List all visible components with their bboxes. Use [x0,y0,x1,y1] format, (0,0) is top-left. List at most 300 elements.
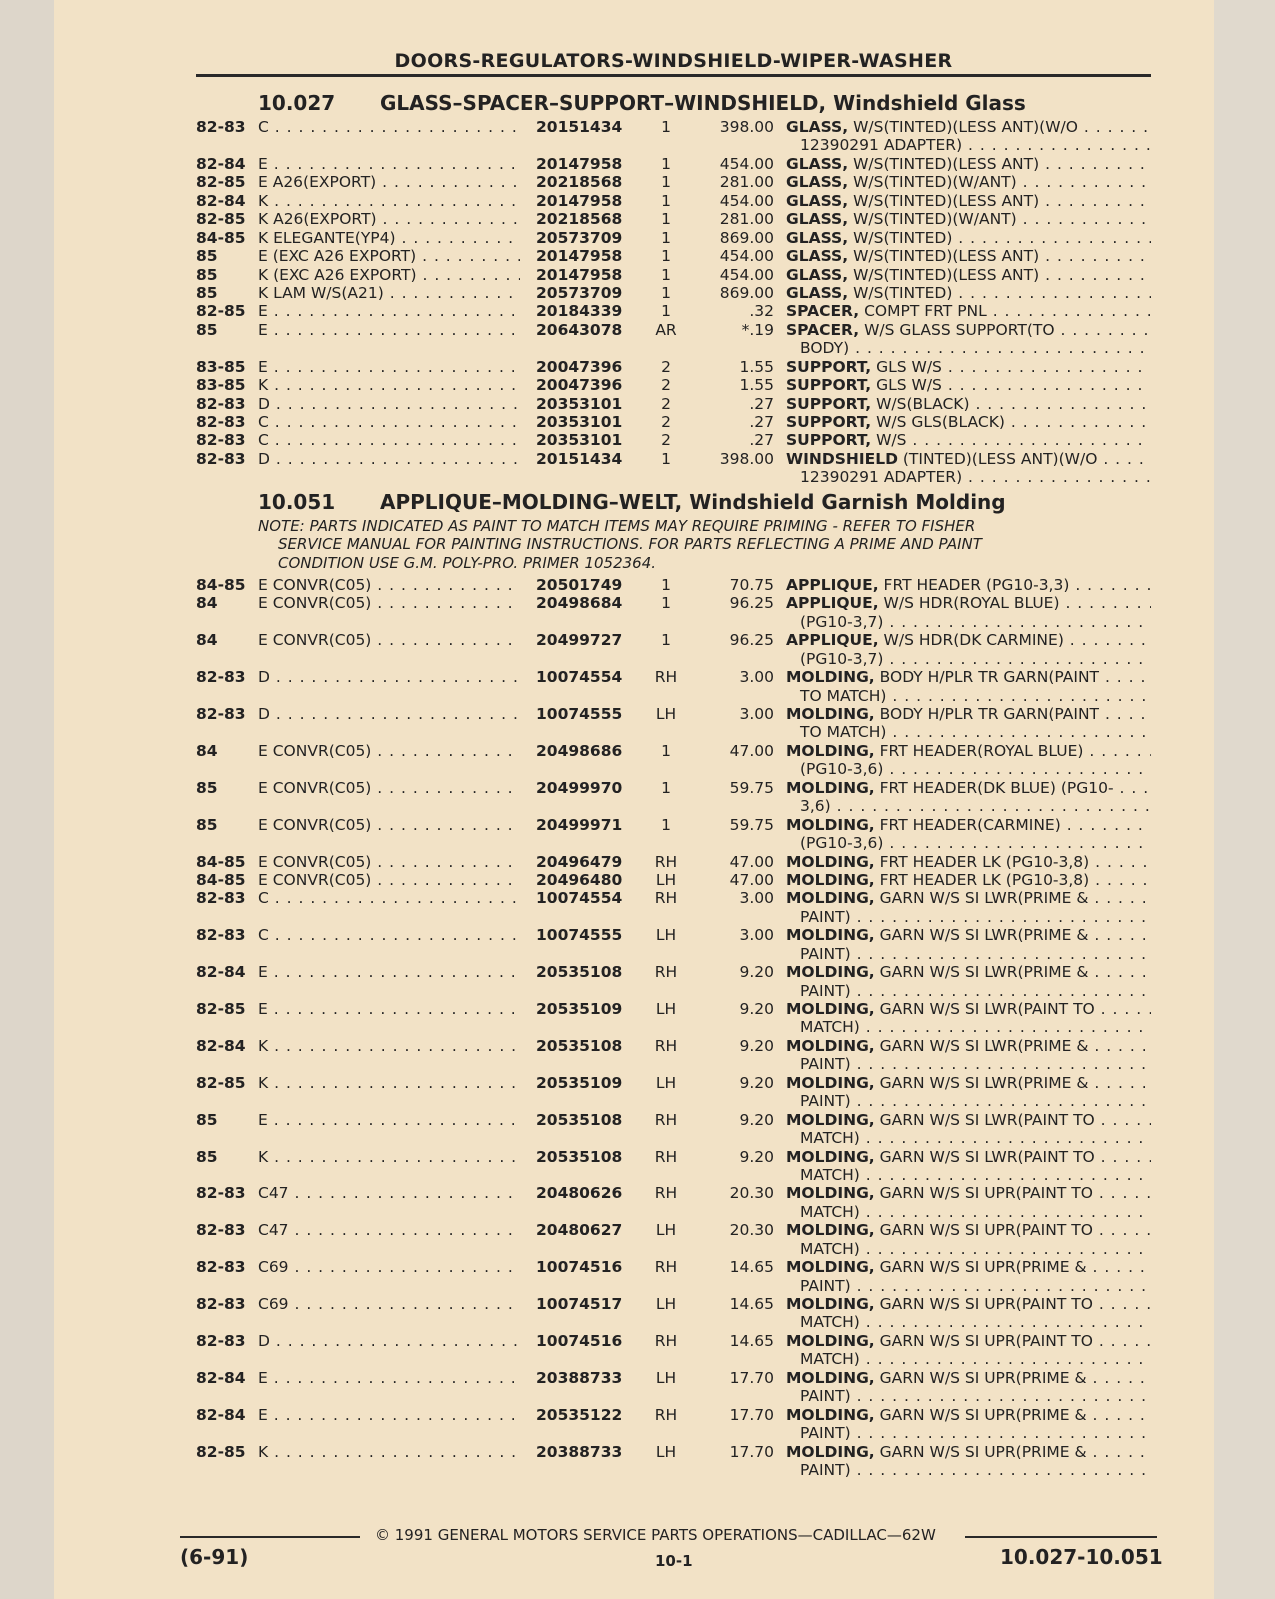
description [786,229,1151,247]
parts-row [196,247,1151,265]
parts-row-continuation [196,650,1151,668]
quantity: 1 [661,228,671,247]
model-code: C47 . . . [258,1184,520,1202]
price: 17.70 [729,1368,774,1387]
part-number: 20496479 [536,852,623,871]
model-years: 85 [196,265,218,284]
model-code: K . . . [258,192,520,210]
parts-row [196,1148,1151,1166]
quantity: 1 [661,191,671,210]
description-continuation: (PG10-3,7) . . . [786,613,1151,631]
description-keyword: WINDSHIELD [786,449,898,468]
model-years: 82-84 [196,191,246,210]
description [786,358,1151,376]
description-detail: W/S(BLACK) [876,394,970,413]
model-years: 82-85 [196,1442,246,1461]
part-number: 20047396 [536,357,623,376]
description [786,576,1151,594]
part-number: 20480626 [536,1184,623,1203]
model-years: 82-84 [196,154,246,173]
price: 17.70 [729,1405,774,1424]
parts-row [196,413,1151,431]
section-range: 10.027-10.051 [1000,1545,1163,1569]
part-number: 10074516 [536,1258,623,1277]
description-detail: W/S GLASS SUPPORT(TO [864,320,1055,339]
description-keyword: SUPPORT, [786,431,872,450]
model-code: E CONVR(C05) . . . [258,742,520,760]
description-keyword: SUPPORT, [786,394,872,413]
part-number: 20147958 [536,265,623,284]
description-continuation: PAINT) . . . [786,1387,1151,1405]
part-number: 20353101 [536,413,623,431]
price: 398.00 [719,118,774,136]
price: 454.00 [719,265,774,284]
model-code: C . . . [258,118,520,136]
parts-row [196,779,1151,797]
description-detail: W/S(TINTED)(LESS ANT)(W/O [853,118,1078,136]
model-code: C47 . . . [258,1221,520,1239]
description-continuation: MATCH) . . . [786,1313,1151,1331]
description-continuation: MATCH) . . . [786,1018,1151,1036]
model-years: 82-83 [196,1258,246,1277]
model-code: E . . . [258,321,520,339]
description-keyword: MOLDING, [786,1184,875,1203]
parts-row [196,229,1151,247]
part-number: 20184339 [536,302,623,321]
parts-row [196,210,1151,228]
description-detail: GARN W/S SI LWR(PRIME & [879,926,1089,945]
part-number: 20498686 [536,741,623,760]
description [786,1037,1151,1055]
description-continuation: PAINT) . . . [786,1461,1151,1479]
description [786,631,1151,649]
part-number: 20353101 [536,394,623,413]
quantity: 2 [661,394,671,413]
description-detail: W/S(TINTED)(LESS ANT) [853,247,1040,266]
part-number: 20535108 [536,1036,623,1055]
parts-row-continuation [196,945,1151,963]
model-code: K LAM W/S(A21) . . . [258,284,520,302]
model-code: K A26(EXPORT) . . . [258,210,520,228]
description-keyword: MOLDING, [786,1442,875,1461]
description [786,1295,1151,1313]
description-continuation: PAINT) . . . [786,908,1151,926]
page-header: DOORS-REGULATORS-WINDSHIELD-WIPER-WASHER [394,50,953,72]
model-years: 85 [196,1110,218,1129]
description [786,1332,1151,1350]
part-number: 10074555 [536,705,623,724]
description-keyword: GLASS, [786,210,849,229]
parts-row-continuation [196,982,1151,1000]
description-continuation: (PG10-3,6) . . . [786,834,1151,852]
part-number: 20643078 [536,320,623,339]
description [786,871,1151,889]
model-code: E . . . [258,1000,520,1018]
model-years: 85 [196,778,218,797]
parts-row-continuation [196,834,1151,852]
model-code: E CONVR(C05) . . . [258,779,520,797]
price: 281.00 [719,173,774,192]
price: 454.00 [719,247,774,266]
model-code: E . . . [258,1369,520,1387]
quantity: 2 [661,357,671,376]
model-code: C . . . [258,889,520,907]
parts-row-continuation [196,760,1151,778]
price: 17.70 [729,1442,774,1461]
quantity: RH [654,1331,678,1350]
quantity: RH [654,1405,678,1424]
description-detail: GARN W/S SI UPR(PAINT TO [879,1295,1093,1314]
description-keyword: SUPPORT, [786,376,872,395]
description-continuation: 3,6) . . . [786,797,1151,815]
price: 869.00 [719,283,774,302]
quantity: RH [654,1110,678,1129]
description-detail: GARN W/S SI UPR(PAINT TO [879,1331,1093,1350]
quantity: RH [654,852,678,871]
description-detail: FRT HEADER(DK BLUE) (PG10- [879,778,1114,797]
parts-row [196,853,1151,871]
description-keyword: MOLDING, [786,1036,875,1055]
part-number: 20480627 [536,1221,623,1240]
model-years: 82-83 [196,413,246,431]
price: .32 [749,302,774,321]
description [786,1111,1151,1129]
quantity: AR [655,320,677,339]
model-code: D . . . [258,1332,520,1350]
copyright-line: © 1991 GENERAL MOTORS SERVICE PARTS OPERATIONS—CADILLAC—62W [375,1526,936,1544]
description-continuation: 12390291 ADAPTER) . . . [786,136,1151,154]
model-years: 83-85 [196,376,246,395]
price: .27 [749,431,774,450]
part-number: 10074555 [536,926,623,945]
description [786,302,1151,320]
parts-row [196,1221,1151,1239]
section-note [196,517,1151,572]
description-keyword: MOLDING, [786,741,875,760]
parts-row [196,1184,1151,1202]
model-years: 82-83 [196,668,246,687]
description-continuation: MATCH) . . . [786,1166,1151,1184]
note-line: CONDITION USE G.M. POLY-PRO. PRIMER 1052364. [278,553,657,572]
parts-row-continuation [196,1129,1151,1147]
quantity: RH [654,1258,678,1277]
price: 96.25 [729,631,774,650]
description-detail: W/S(TINTED) [853,228,953,247]
model-code: K ELEGANTE(YP4) . . . [258,229,520,247]
description [786,376,1151,394]
model-code: C . . . [258,413,520,431]
description [786,210,1151,228]
description [786,395,1151,413]
part-number: 20535109 [536,1000,623,1019]
model-code: E . . . [258,963,520,981]
description-continuation: TO MATCH) . . . [786,723,1151,741]
quantity: 1 [661,302,671,321]
description [786,1221,1151,1239]
price: 454.00 [719,154,774,173]
description-keyword: MOLDING, [786,1110,875,1129]
description-detail: GARN W/S SI UPR(PAINT TO [879,1221,1093,1240]
description-continuation: MATCH) . . . [786,1350,1151,1368]
model-years: 84-85 [196,228,246,247]
description-keyword: GLASS, [786,265,849,284]
model-years: 82-83 [196,431,246,450]
description-keyword: GLASS, [786,191,849,210]
part-number: 10074517 [536,1295,623,1314]
description-detail: W/S HDR(DK CARMINE) [883,631,1064,650]
parts-row [196,155,1151,173]
description-detail: FRT HEADER(ROYAL BLUE) [879,741,1084,760]
price: 20.30 [729,1221,774,1240]
quantity: RH [654,963,678,982]
model-code: E CONVR(C05) . . . [258,853,520,871]
parts-row-continuation [196,1313,1151,1331]
model-years: 84 [196,631,218,650]
description-detail: FRT HEADER(CARMINE) [879,815,1061,834]
part-number: 20218568 [536,173,623,192]
description-keyword: APPLIQUE, [786,594,879,613]
description-keyword: GLASS, [786,283,849,302]
description-keyword: MOLDING, [786,1331,875,1350]
parts-row-continuation [196,723,1151,741]
price: 281.00 [719,210,774,229]
model-years: 82-85 [196,1073,246,1092]
description-detail: W/S GLS(BLACK) [876,413,1005,431]
description-keyword: APPLIQUE, [786,631,879,650]
section-number: 10.027 [258,91,336,115]
parts-row [196,871,1151,889]
description-detail: W/S(TINTED) [853,283,953,302]
parts-row [196,1037,1151,1055]
description [786,192,1151,210]
parts-listing [196,88,1151,1479]
part-number: 10074554 [536,889,623,908]
description-detail: GARN W/S SI LWR(PRIME & [879,1073,1089,1092]
parts-row [196,576,1151,594]
description-continuation: PAINT) . . . [786,1277,1151,1295]
description-detail: GLS W/S [876,376,942,395]
price: 9.20 [739,963,774,982]
model-years: 83-85 [196,357,246,376]
description [786,431,1151,449]
price: 47.00 [729,741,774,760]
parts-row [196,1000,1151,1018]
section-title: GLASS–SPACER–SUPPORT–WINDSHIELD, Windshield Glass [380,91,1026,115]
model-code: E . . . [258,302,520,320]
description-detail: W/S HDR(ROYAL BLUE) [883,594,1060,613]
model-years: 82-84 [196,1405,246,1424]
description-detail: GARN W/S SI UPR(PRIME & [879,1405,1087,1424]
description-detail: GARN W/S SI LWR(PAINT TO [879,1110,1095,1129]
price: 9.20 [739,1036,774,1055]
description-keyword: MOLDING, [786,1147,875,1166]
description [786,816,1151,834]
description [786,1000,1151,1018]
model-code: E . . . [258,358,520,376]
parts-row [196,1295,1151,1313]
price: 70.75 [729,575,774,594]
parts-row [196,302,1151,320]
quantity: 1 [661,154,671,173]
description-detail: GARN W/S SI LWR(PAINT TO [879,1147,1095,1166]
quantity: 1 [661,815,671,834]
model-years: 82-83 [196,118,246,136]
part-number: 20535122 [536,1405,623,1424]
description [786,1148,1151,1166]
quantity: RH [654,1184,678,1203]
price: 9.20 [739,1147,774,1166]
part-number: 10074516 [536,1331,623,1350]
part-number: 20353101 [536,431,623,450]
part-number: 20535108 [536,963,623,982]
part-number: 20499727 [536,631,623,650]
part-number: 20573709 [536,228,623,247]
parts-row-continuation [196,1461,1151,1479]
price: 9.20 [739,1073,774,1092]
parts-row [196,266,1151,284]
note-line: NOTE: PARTS INDICATED AS PAINT TO MATCH ITEMS MAY REQUIRE PRIMING - REFER TO FISHER [258,516,976,535]
description [786,321,1151,339]
description [786,1074,1151,1092]
quantity: 1 [661,210,671,229]
parts-row-continuation [196,468,1151,486]
model-years: 82-83 [196,926,246,945]
description-detail: (TINTED)(LESS ANT)(W/O [902,449,1098,468]
part-number: 20498684 [536,594,623,613]
parts-row-continuation [196,1055,1151,1073]
price: 454.00 [719,191,774,210]
part-number: 20047396 [536,376,623,395]
description-keyword: MOLDING, [786,870,875,889]
description-detail: FRT HEADER LK (PG10-3,8) [879,852,1090,871]
description-keyword: MOLDING, [786,1405,875,1424]
description-keyword: MOLDING, [786,815,875,834]
price: 869.00 [719,228,774,247]
price: 3.00 [739,889,774,908]
parts-row-continuation [196,797,1151,815]
parts-row [196,668,1151,686]
quantity: 1 [661,283,671,302]
model-code: E A26(EXPORT) . . . [258,173,520,191]
part-number: 20535109 [536,1073,623,1092]
quantity: 2 [661,431,671,450]
price: 14.65 [729,1295,774,1314]
scan-margin-right [1214,0,1275,1599]
quantity: 1 [661,118,671,136]
description-detail: BODY H/PLR TR GARN(PAINT [879,668,1100,687]
parts-row [196,742,1151,760]
description [786,594,1151,612]
quantity: 2 [661,413,671,431]
part-number: 20388733 [536,1368,623,1387]
model-years: 82-83 [196,705,246,724]
description-continuation: MATCH) . . . [786,1203,1151,1221]
quantity: LH [655,1442,677,1461]
parts-row [196,450,1151,468]
part-number: 20499971 [536,815,623,834]
model-years: 82-83 [196,889,246,908]
price: 9.20 [739,1110,774,1129]
quantity: 1 [661,575,671,594]
description [786,413,1151,431]
description-detail: W/S [876,431,907,450]
description-continuation: MATCH) . . . [786,1240,1151,1258]
price: .27 [749,413,774,431]
part-number: 20151434 [536,449,623,468]
parts-row [196,1258,1151,1276]
parts-row [196,631,1151,649]
parts-row-continuation [196,613,1151,631]
price: 1.55 [739,357,774,376]
description [786,1184,1151,1202]
description-keyword: MOLDING, [786,1295,875,1314]
model-code: K . . . [258,1148,520,1166]
model-code: D . . . [258,450,520,468]
parts-row-continuation [196,1092,1151,1110]
description-continuation: PAINT) . . . [786,945,1151,963]
description [786,1369,1151,1387]
description [786,450,1151,468]
price: 398.00 [719,449,774,468]
model-years: 85 [196,1147,218,1166]
description [786,668,1151,686]
description-keyword: MOLDING, [786,926,875,945]
parts-row [196,705,1151,723]
parts-row [196,118,1151,136]
quantity: RH [654,1147,678,1166]
description-detail: BODY H/PLR TR GARN(PAINT [879,705,1100,724]
model-years: 82-83 [196,1331,246,1350]
parts-row-continuation [196,1240,1151,1258]
price: 14.65 [729,1331,774,1350]
quantity: LH [655,1221,677,1240]
description-keyword: MOLDING, [786,889,875,908]
part-number: 20501749 [536,575,623,594]
price: 47.00 [729,852,774,871]
description-keyword: SPACER, [786,302,860,321]
parts-row-continuation [196,1203,1151,1221]
quantity: RH [654,889,678,908]
quantity: 1 [661,778,671,797]
description-detail: COMPT FRT PNL [864,302,987,321]
price: 59.75 [729,815,774,834]
model-code: C . . . [258,926,520,944]
description [786,284,1151,302]
parts-row-continuation [196,687,1151,705]
part-number: 10074554 [536,668,623,687]
description-keyword: GLASS, [786,173,849,192]
part-number: 20388733 [536,1442,623,1461]
description-keyword: SPACER, [786,320,860,339]
quantity: LH [655,1295,677,1314]
description [786,705,1151,723]
model-code: D . . . [258,668,520,686]
description [786,247,1151,265]
parts-row [196,816,1151,834]
description-continuation: PAINT) . . . [786,1424,1151,1442]
quantity: LH [655,870,677,889]
model-years: 82-83 [196,394,246,413]
model-code: E (EXC A26 EXPORT) . . . [258,247,520,265]
model-years: 82-84 [196,1036,246,1055]
parts-row-continuation [196,908,1151,926]
quantity: 1 [661,449,671,468]
description-detail: GARN W/S SI UPR(PRIME & [879,1258,1087,1277]
parts-row [196,926,1151,944]
price: 3.00 [739,705,774,724]
note-line: SERVICE MANUAL FOR PAINTING INSTRUCTIONS. FOR PARTS REFLECTING A PRIME AND PAINT [278,535,982,554]
part-number: 20499970 [536,778,623,797]
